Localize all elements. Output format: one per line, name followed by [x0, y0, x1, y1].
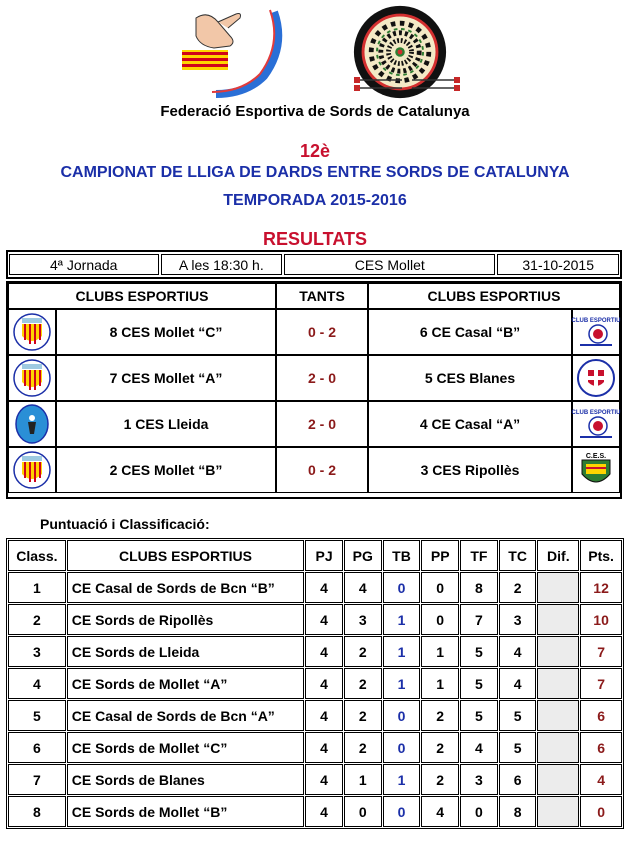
- away-logo-cell: [572, 447, 620, 493]
- difference: [537, 700, 579, 731]
- club-name: CE Sords de Lleida: [67, 636, 304, 667]
- club-name: CE Casal de Sords de Bcn “B”: [67, 572, 304, 603]
- tiebreak: 0: [383, 732, 421, 763]
- played: 4: [305, 796, 343, 827]
- match-row: [8, 401, 620, 447]
- championship-title: CAMPIONAT DE LLIGA DE DARDS ENTRE SORDS DE CATALUNYA: [60, 164, 570, 181]
- points-for: 8: [460, 572, 498, 603]
- won: 2: [344, 732, 382, 763]
- played: 4: [305, 668, 343, 699]
- standings-label: Puntuació i Classificació:: [40, 516, 210, 532]
- lost: 4: [421, 796, 459, 827]
- home-club: 1 CES Lleida: [56, 401, 276, 447]
- points-against: 5: [499, 700, 537, 731]
- th-tb: TB: [383, 540, 421, 571]
- difference: [537, 572, 579, 603]
- position: 2: [8, 604, 66, 635]
- club-name: CE Sords de Mollet “B”: [67, 796, 304, 827]
- total-points: 10: [580, 604, 622, 635]
- darts-icon: [352, 74, 462, 98]
- match-row: [8, 447, 620, 493]
- match-score: 2 - 0: [276, 401, 368, 447]
- position: 3: [8, 636, 66, 667]
- tiebreak: 1: [383, 604, 421, 635]
- position: 8: [8, 796, 66, 827]
- home-club: 7 CES Mollet “A”: [56, 355, 276, 401]
- total-points: 0: [580, 796, 622, 827]
- total-points: 7: [580, 636, 622, 667]
- tiebreak: 1: [383, 636, 421, 667]
- round-info-bar: [6, 250, 622, 279]
- won: 0: [344, 796, 382, 827]
- lost: 2: [421, 700, 459, 731]
- match-score: 0 - 2: [276, 309, 368, 355]
- home-club: 8 CES Mollet “C”: [56, 309, 276, 355]
- away-logo-cell: [572, 401, 620, 447]
- federation-name: Federació Esportiva de Sords de Catalunya: [160, 103, 470, 120]
- away-logo-cell: [572, 355, 620, 401]
- lost: 0: [421, 572, 459, 603]
- time-label: A les 18:30 h.: [161, 254, 283, 275]
- season-title: TEMPORADA 2015-2016: [223, 192, 407, 209]
- played: 4: [305, 764, 343, 795]
- federation-logo: [178, 6, 288, 98]
- won: 3: [344, 604, 382, 635]
- lost: 0: [421, 604, 459, 635]
- club-name: CE Sords de Mollet “C”: [67, 732, 304, 763]
- position: 6: [8, 732, 66, 763]
- difference: [537, 604, 579, 635]
- venue-label: CES Mollet: [284, 254, 495, 275]
- won: 1: [344, 764, 382, 795]
- svg-text:CLUB ESPORTIU: CLUB ESPORTIU: [571, 410, 621, 416]
- points-against: 4: [499, 668, 537, 699]
- col-home-header: CLUBS ESPORTIUS: [8, 283, 276, 309]
- played: 4: [305, 700, 343, 731]
- edition-label: 12è: [299, 141, 331, 161]
- club-name: CE Sords de Blanes: [67, 764, 304, 795]
- home-logo-cell: [8, 401, 56, 447]
- match-row: [8, 309, 620, 355]
- matches-table: [6, 281, 622, 499]
- points-for: 5: [460, 636, 498, 667]
- lost: 1: [421, 636, 459, 667]
- svg-text:C.E.S.: C.E.S.: [585, 453, 607, 460]
- lost: 1: [421, 668, 459, 699]
- standings-table: [6, 538, 624, 838]
- standings-row: [8, 732, 622, 763]
- position: 1: [8, 572, 66, 603]
- points-for: 5: [460, 700, 498, 731]
- won: 2: [344, 636, 382, 667]
- th-club: CLUBS ESPORTIUS: [67, 540, 304, 571]
- lleida-logo: [12, 404, 52, 444]
- points-for: 7: [460, 604, 498, 635]
- th-pp: PP: [421, 540, 459, 571]
- results-heading: RESULTATS: [263, 229, 367, 249]
- mollet-logo: [12, 358, 52, 398]
- position: 5: [8, 700, 66, 731]
- casal-logo: [571, 312, 621, 352]
- match-score: 0 - 2: [276, 447, 368, 493]
- away-club: 3 CES Ripollès: [368, 447, 572, 493]
- round-label: 4ª Jornada: [9, 254, 159, 275]
- club-name: CE Casal de Sords de Bcn “A”: [67, 700, 304, 731]
- home-logo-cell: [8, 355, 56, 401]
- mollet-logo: [12, 312, 52, 352]
- points-for: 0: [460, 796, 498, 827]
- total-points: 4: [580, 764, 622, 795]
- total-points: 12: [580, 572, 622, 603]
- difference: [537, 796, 579, 827]
- total-points: 6: [580, 700, 622, 731]
- points-against: 4: [499, 636, 537, 667]
- home-logo-cell: [8, 309, 56, 355]
- difference: [537, 636, 579, 667]
- tiebreak: 0: [383, 796, 421, 827]
- ripolles-logo: [576, 450, 616, 490]
- club-name: CE Sords de Ripollès: [67, 604, 304, 635]
- standings-row: [8, 636, 622, 667]
- lost: 2: [421, 764, 459, 795]
- total-points: 6: [580, 732, 622, 763]
- col-score-header: TANTS: [276, 283, 368, 309]
- home-logo-cell: [8, 447, 56, 493]
- played: 4: [305, 572, 343, 603]
- casal-logo: [571, 404, 621, 444]
- away-logo-cell: [572, 309, 620, 355]
- blanes-logo: [576, 358, 616, 398]
- won: 2: [344, 700, 382, 731]
- away-club: 5 CES Blanes: [368, 355, 572, 401]
- th-class: Class.: [8, 540, 66, 571]
- points-for: 3: [460, 764, 498, 795]
- home-club: 2 CES Mollet “B”: [56, 447, 276, 493]
- away-club: 4 CE Casal “A”: [368, 401, 572, 447]
- difference: [537, 764, 579, 795]
- standings-row: [8, 700, 622, 731]
- svg-text:CLUB ESPORTIU: CLUB ESPORTIU: [571, 318, 621, 324]
- points-against: 2: [499, 572, 537, 603]
- col-away-header: CLUBS ESPORTIUS: [368, 283, 620, 309]
- match-score: 2 - 0: [276, 355, 368, 401]
- points-against: 3: [499, 604, 537, 635]
- points-for: 5: [460, 668, 498, 699]
- away-club: 6 CE Casal “B”: [368, 309, 572, 355]
- points-against: 8: [499, 796, 537, 827]
- total-points: 7: [580, 668, 622, 699]
- standings-row: [8, 668, 622, 699]
- points-for: 4: [460, 732, 498, 763]
- th-pg: PG: [344, 540, 382, 571]
- points-against: 6: [499, 764, 537, 795]
- tiebreak: 1: [383, 764, 421, 795]
- position: 7: [8, 764, 66, 795]
- mollet-logo: [12, 450, 52, 490]
- th-pts: Pts.: [580, 540, 622, 571]
- th-tf: TF: [460, 540, 498, 571]
- th-tc: TC: [499, 540, 537, 571]
- points-against: 5: [499, 732, 537, 763]
- standings-row: [8, 764, 622, 795]
- standings-row: [8, 604, 622, 635]
- matches-header: [8, 283, 620, 309]
- played: 4: [305, 636, 343, 667]
- played: 4: [305, 732, 343, 763]
- th-pj: PJ: [305, 540, 343, 571]
- standings-header: [8, 540, 622, 571]
- club-name: CE Sords de Mollet “A”: [67, 668, 304, 699]
- tiebreak: 0: [383, 572, 421, 603]
- difference: [537, 732, 579, 763]
- played: 4: [305, 604, 343, 635]
- tiebreak: 1: [383, 668, 421, 699]
- match-row: [8, 355, 620, 401]
- won: 4: [344, 572, 382, 603]
- standings-row: [8, 572, 622, 603]
- date-label: 31-10-2015: [497, 254, 619, 275]
- tiebreak: 0: [383, 700, 421, 731]
- th-dif: Dif.: [537, 540, 579, 571]
- standings-row: [8, 796, 622, 827]
- lost: 2: [421, 732, 459, 763]
- won: 2: [344, 668, 382, 699]
- position: 4: [8, 668, 66, 699]
- difference: [537, 668, 579, 699]
